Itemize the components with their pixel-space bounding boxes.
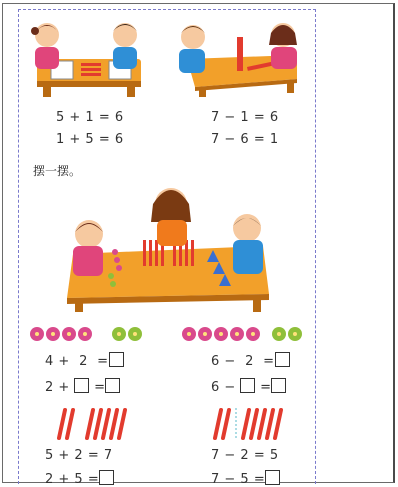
exercise-5-plus-2: 5 + 2 = 7 bbox=[45, 448, 113, 463]
exercise-2-plus-blank bbox=[45, 378, 120, 395]
equation-5-plus-1: 5 + 1 = 6 bbox=[56, 110, 124, 125]
exercise-7-minus-5 bbox=[211, 470, 280, 487]
exercise-6-minus-left: 6 − bbox=[211, 380, 236, 395]
exercise-6-minus-equals: = bbox=[260, 380, 272, 395]
exercise-4-plus-2 bbox=[45, 352, 124, 369]
answer-box[interactable] bbox=[105, 378, 120, 393]
textbook-page bbox=[18, 9, 316, 487]
answer-box[interactable] bbox=[109, 352, 124, 367]
flowers-right bbox=[179, 324, 309, 344]
exercise-2-plus-5 bbox=[45, 470, 114, 487]
equation-7-minus-6: 7 − 6 = 1 bbox=[211, 132, 279, 147]
operand-box[interactable] bbox=[74, 378, 89, 393]
exercise-7-minus-2: 7 − 2 = 5 bbox=[211, 448, 279, 463]
sticks-left bbox=[49, 406, 139, 442]
exercise-6-minus-2-operand: 2 bbox=[245, 354, 254, 369]
flowers-left bbox=[27, 324, 157, 344]
exercise-2-plus-equals: = bbox=[94, 380, 106, 395]
answer-box[interactable] bbox=[265, 470, 280, 485]
illustration-children-counting-left bbox=[23, 15, 151, 99]
exercise-6-minus-2-left: 6 − bbox=[211, 354, 236, 369]
exercise-4-plus-2-equals: = bbox=[97, 354, 109, 369]
answer-box[interactable] bbox=[271, 378, 286, 393]
answer-box[interactable] bbox=[275, 352, 290, 367]
exercise-6-minus-blank bbox=[211, 378, 286, 395]
operand-box[interactable] bbox=[240, 378, 255, 393]
instruction-caption: 摆一摆。 bbox=[33, 164, 82, 178]
illustration-children-arranging bbox=[63, 182, 275, 312]
equation-1-plus-5: 1 + 5 = 6 bbox=[56, 132, 124, 147]
exercise-2-plus-5-left: 2 + 5 = bbox=[45, 472, 100, 487]
exercise-4-plus-2-left: 4 + bbox=[45, 354, 70, 369]
illustration-children-counting-right bbox=[165, 15, 305, 99]
exercise-6-minus-2-equals: = bbox=[263, 354, 275, 369]
equation-7-minus-1: 7 − 1 = 6 bbox=[211, 110, 279, 125]
answer-box[interactable] bbox=[99, 470, 114, 485]
exercise-4-plus-2-operand: 2 bbox=[79, 354, 88, 369]
sticks-right bbox=[205, 406, 295, 442]
exercise-7-minus-5-left: 7 − 5 = bbox=[211, 472, 266, 487]
exercise-2-plus-left: 2 + bbox=[45, 380, 70, 395]
exercise-6-minus-2 bbox=[211, 352, 290, 369]
